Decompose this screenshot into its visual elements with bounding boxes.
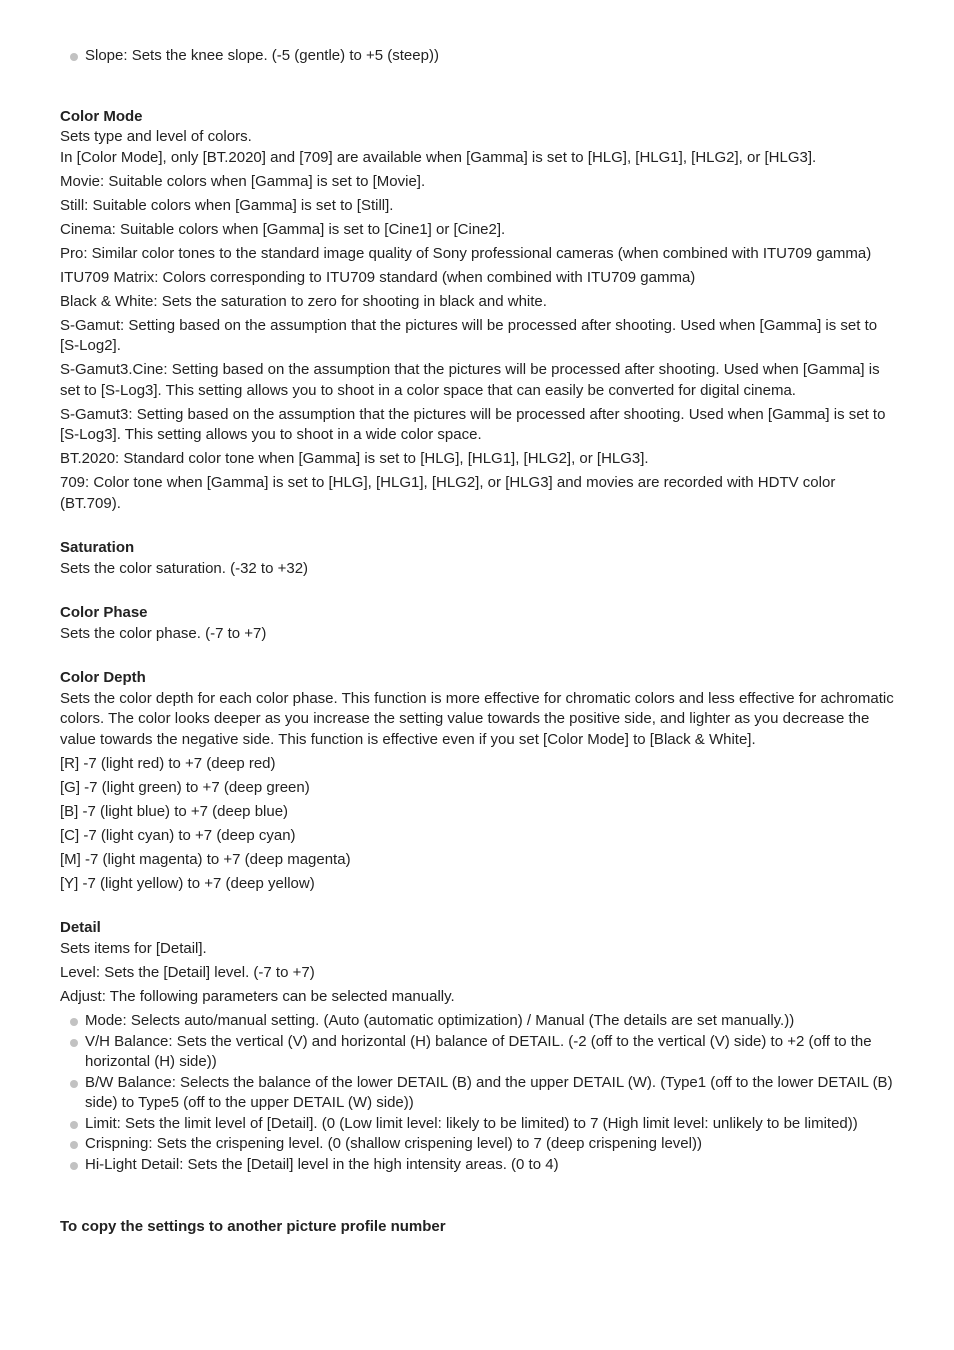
detail-bullet: Limit: Sets the limit level of [Detail]. (0 (Low limit level: likely to be limited) to 7 (High limit level: unlikely to be limited)) bbox=[60, 1114, 900, 1135]
detail-bullet: Mode: Selects auto/manual setting. (Auto (automatic optimization) / Manual (The details are set manually.)) bbox=[60, 1011, 900, 1032]
document-body bbox=[60, 0, 900, 1238]
color-phase-text: Sets the color phase. (-7 to +7) bbox=[60, 624, 267, 642]
detail-intro: Sets items for [Detail]. bbox=[60, 939, 207, 957]
color-mode-item: Black & White: Sets the saturation to zero for shooting in black and white. bbox=[60, 292, 547, 310]
color-depth-item: [R] -7 (light red) to +7 (deep red) bbox=[60, 754, 276, 772]
copy-settings-heading: To copy the settings to another picture profile number bbox=[60, 1218, 446, 1235]
color-depth-section bbox=[60, 668, 900, 894]
color-mode-item: 709: Color tone when [Gamma] is set to [HLG], [HLG1], [HLG2], or [HLG3] and movies are recorded with HDTV color (BT.709). bbox=[60, 474, 836, 512]
color-depth-item: [G] -7 (light green) to +7 (deep green) bbox=[60, 778, 310, 796]
color-mode-intro: Sets type and level of colors. bbox=[60, 128, 252, 145]
color-depth-item: [Y] -7 (light yellow) to +7 (deep yellow) bbox=[60, 874, 315, 892]
detail-adjust: Adjust: The following parameters can be selected manually. bbox=[60, 987, 455, 1005]
color-mode-heading: Color Mode bbox=[60, 107, 143, 125]
color-depth-item: [M] -7 (light magenta) to +7 (deep magenta) bbox=[60, 850, 351, 868]
color-mode-item: Still: Suitable colors when [Gamma] is set to [Still]. bbox=[60, 196, 394, 214]
detail-bullets bbox=[60, 1011, 900, 1175]
color-mode-item: Movie: Suitable colors when [Gamma] is set to [Movie]. bbox=[60, 172, 426, 190]
color-mode-item: S-Gamut3: Setting based on the assumption that the pictures will be processed after shooting. Used when [Gamma] is set to [S-Log3]. This setting allows you to shoot in a wide color space. bbox=[60, 405, 886, 443]
color-mode-item: S-Gamut: Setting based on the assumption that the pictures will be processed after shooting. Used when [Gamma] is set to [S-Log2]. bbox=[60, 316, 878, 354]
saturation-text: Sets the color saturation. (-32 to +32) bbox=[60, 559, 309, 577]
detail-section bbox=[60, 918, 900, 1175]
color-mode-item: BT.2020: Standard color tone when [Gamma] is set to [HLG], [HLG1], [HLG2], or [HLG3]. bbox=[60, 450, 649, 467]
saturation-heading: Saturation bbox=[60, 539, 135, 556]
knee-bullets bbox=[60, 46, 900, 67]
slope-bullet: Slope: Sets the knee slope. (-5 (gentle) to +5 (steep)) bbox=[60, 46, 900, 67]
saturation-section bbox=[60, 538, 900, 579]
color-mode-section bbox=[60, 107, 900, 515]
detail-level: Level: Sets the [Detail] level. (-7 to +7) bbox=[60, 963, 315, 981]
color-mode-item: Pro: Similar color tones to the standard image quality of Sony professional cameras (when combined with ITU709 gamma) bbox=[60, 244, 872, 262]
color-depth-item: [B] -7 (light blue) to +7 (deep blue) bbox=[60, 802, 289, 820]
detail-heading: Detail bbox=[60, 919, 101, 936]
color-mode-item: Cinema: Suitable colors when [Gamma] is set to [Cine1] or [Cine2]. bbox=[60, 220, 506, 238]
detail-bullet: V/H Balance: Sets the vertical (V) and horizontal (H) balance of DETAIL. (-2 (off to the vertical (V) side) to +2 (off to the horizontal (H) side)) bbox=[60, 1032, 900, 1073]
color-mode-item: S-Gamut3.Cine: Setting based on the assumption that the pictures will be processed after shooting. Used when [Gamma] is set to [S-Log3]. This setting allows you to shoot in a color space that can easily be converted for digital cinema. bbox=[60, 361, 880, 399]
detail-bullet: Hi-Light Detail: Sets the [Detail] level in the high intensity areas. (0 to 4) bbox=[60, 1155, 900, 1176]
color-phase-heading: Color Phase bbox=[60, 604, 148, 621]
color-depth-intro: Sets the color depth for each color phase. This function is more effective for chromatic colors and less effective for achromatic colors. The color looks deeper as you increase the setting value towards the positive side, and lighter as you decrease the value towards the negative side. This function is effective even if you set [Color Mode] to [Black & White]. bbox=[60, 689, 894, 748]
color-depth-item: [C] -7 (light cyan) to +7 (deep cyan) bbox=[60, 826, 296, 844]
detail-bullet: Crispning: Sets the crispening level. (0 (shallow crispening level) to 7 (deep crispening level)) bbox=[60, 1134, 900, 1155]
color-depth-heading: Color Depth bbox=[60, 669, 146, 686]
color-mode-item: ITU709 Matrix: Colors corresponding to ITU709 standard (when combined with ITU709 gamma) bbox=[60, 268, 696, 286]
detail-bullet: B/W Balance: Selects the balance of the lower DETAIL (B) and the upper DETAIL (W). (Type1 (off to the lower DETAIL (B) side) to Type5 (off to the upper DETAIL (W) side)) bbox=[60, 1073, 900, 1114]
color-mode-note: In [Color Mode], only [BT.2020] and [709] are available when [Gamma] is set to [HLG], [HLG1], [HLG2], or [HLG3]. bbox=[60, 148, 817, 166]
color-phase-section bbox=[60, 603, 900, 644]
